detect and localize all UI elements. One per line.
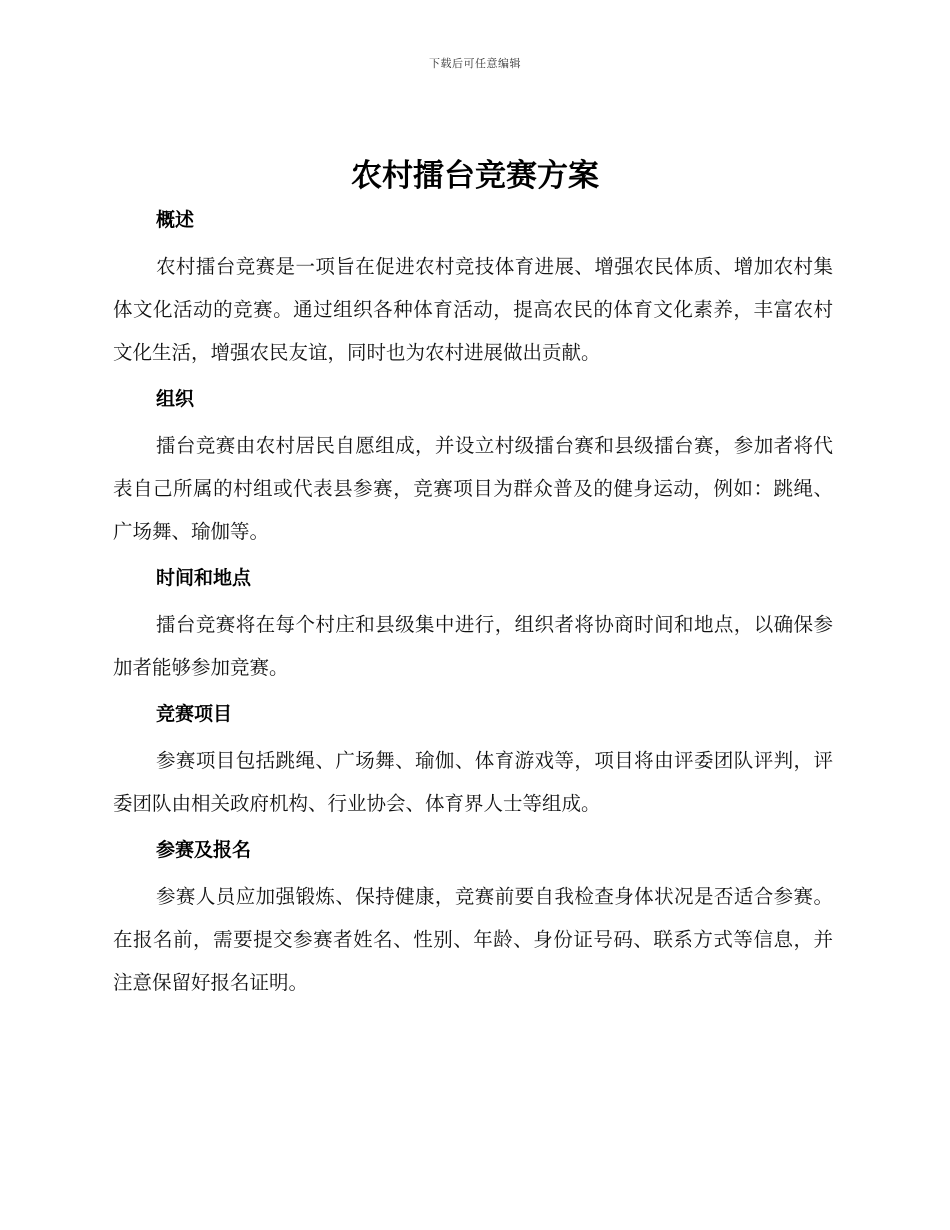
document-body	[113, 203, 833, 1012]
document-title: 农村擂台竞赛方案	[351, 158, 599, 194]
section-paragraph: 农村擂台竞赛是一项旨在促进农村竞技体育进展、增强农民体质、增加农村集体文化活动的竞赛。通过组织各种体育活动，提高农民的体育文化素养，丰富农村文化生活，增强农民友谊，同时也为农村进展做出贡献。	[113, 255, 833, 364]
section-events	[113, 697, 833, 825]
section-paragraph: 擂台竞赛将在每个村庄和县级集中进行，组织者将协商时间和地点，以确保参加者能够参加竞赛。	[113, 613, 833, 679]
section-registration	[113, 833, 833, 1004]
section-heading: 组织	[156, 388, 195, 410]
section-heading: 时间和地点	[156, 567, 252, 589]
section-time-location	[113, 561, 833, 689]
section-paragraph: 参赛项目包括跳绳、广场舞、瑜伽、体育游戏等，项目将由评委团队评判，评委团队由相关政府机构、行业协会、体育界人士等组成。	[113, 749, 833, 815]
section-heading: 概述	[156, 209, 195, 231]
section-paragraph: 擂台竞赛由农村居民自愿组成，并设立村级擂台赛和县级擂台赛，参加者将代表自己所属的村组或代表县参赛，竞赛项目为群众普及的健身运动，例如：跳绳、广场舞、瑜伽等。	[113, 434, 833, 543]
section-heading: 参赛及报名	[156, 839, 252, 861]
section-overview	[113, 203, 833, 374]
section-paragraph: 参赛人员应加强锻炼、保持健康，竞赛前要自我检查身体状况是否适合参赛。在报名前，需要提交参赛者姓名、性别、年龄、身份证号码、联系方式等信息，并注意保留好报名证明。	[113, 885, 833, 994]
section-heading: 竞赛项目	[156, 703, 233, 725]
header-note: 下载后可任意编辑	[429, 57, 521, 70]
section-organization	[113, 382, 833, 553]
